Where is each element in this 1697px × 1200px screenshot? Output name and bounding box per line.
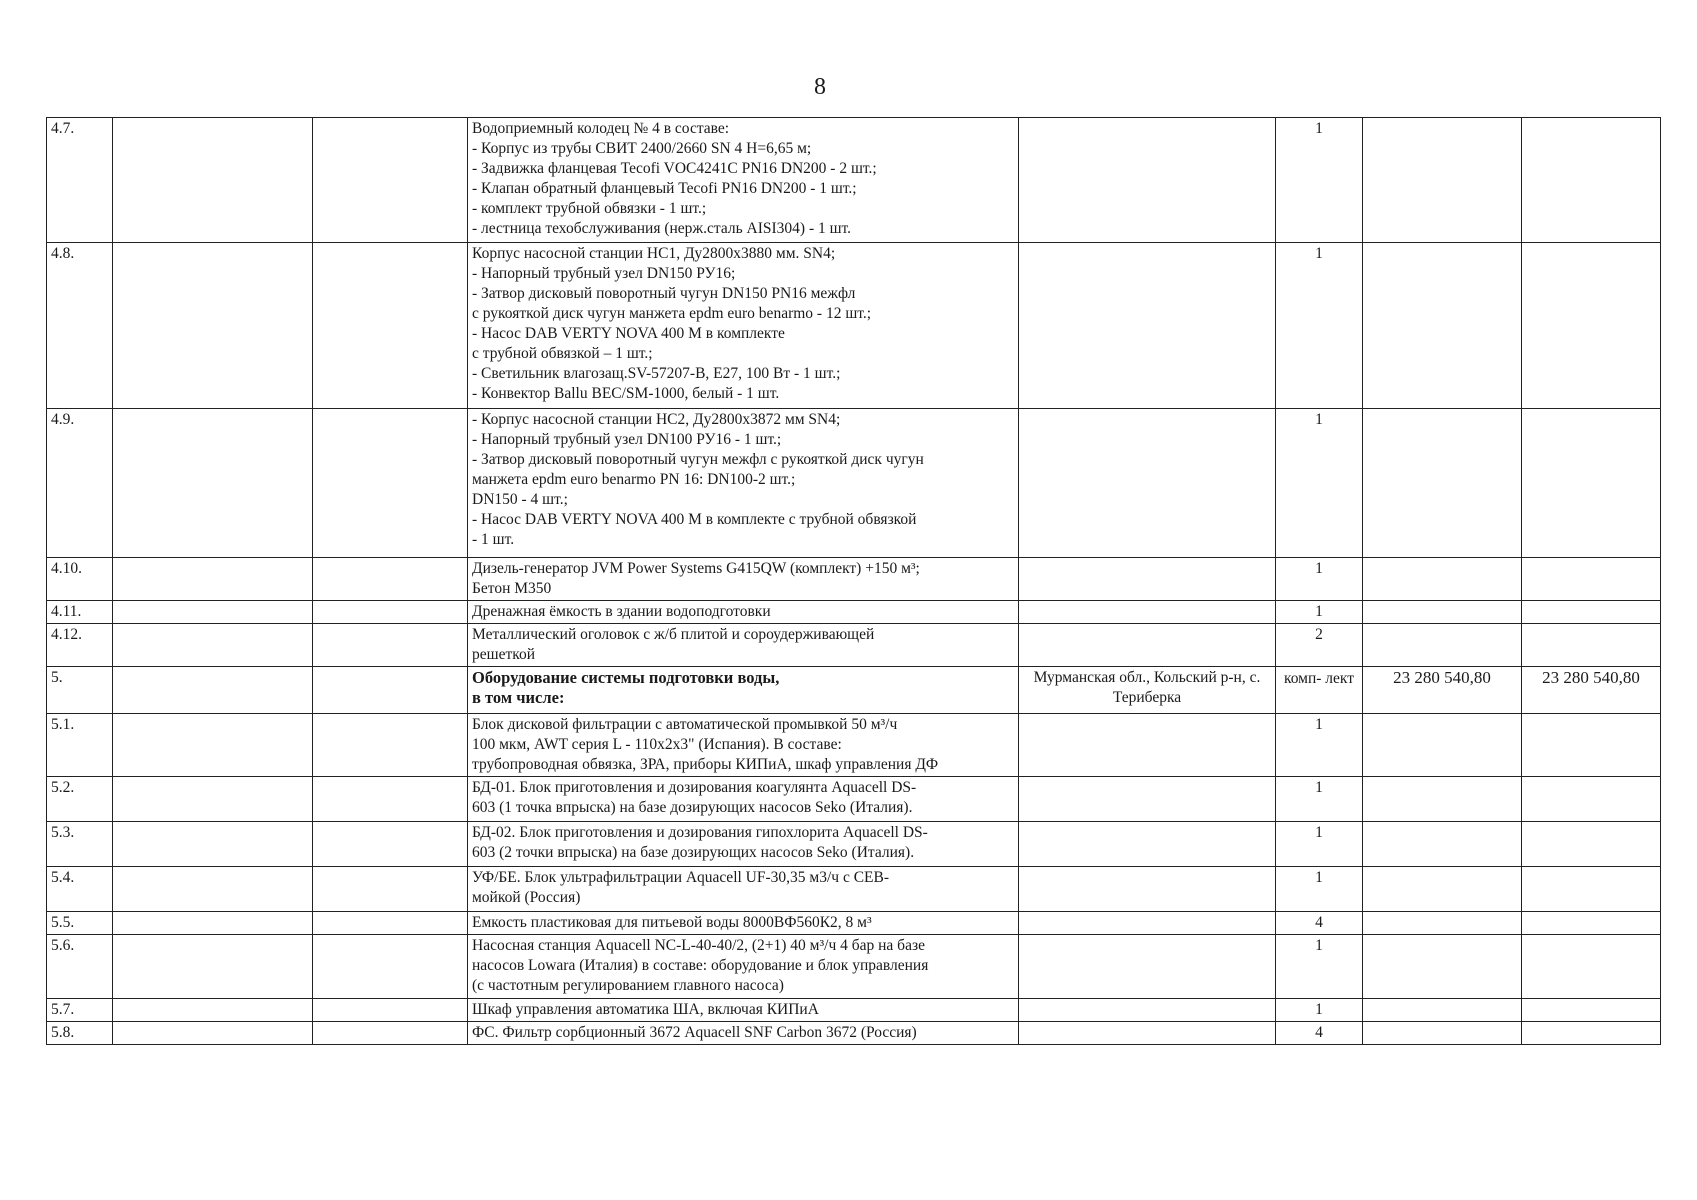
item-quantity: 4	[1276, 912, 1363, 935]
table-row	[47, 912, 1661, 935]
item-location	[1019, 601, 1276, 624]
item-description	[468, 935, 1019, 999]
item-description	[468, 999, 1019, 1022]
empty-cell	[113, 867, 313, 912]
description-line: - Светильник влагозащ.SV-57207-B, E27, 100 Вт - 1 шт.;	[472, 365, 841, 382]
description-line: - Корпус из трубы СВИТ 2400/2660 SN 4 Н=6,65 м;	[472, 140, 812, 157]
description-line: - Затвор дисковый поворотный чугун межфл с рукояткой диск чугун	[472, 451, 924, 468]
empty-cell	[113, 912, 313, 935]
item-quantity: комп- лект	[1276, 667, 1363, 714]
empty-cell	[113, 601, 313, 624]
description-line: Дизель-генератор JVM Power Systems G415QW (комплект) +150 м³;	[472, 560, 920, 577]
description-line: - Клапан обратный фланцевый Tecofi PN16 DN200 - 1 шт.;	[472, 180, 857, 197]
table-row	[47, 243, 1661, 409]
table-row	[47, 867, 1661, 912]
item-price	[1363, 118, 1522, 243]
description-line: ФС. Фильтр сорбционный 3672 Aquacell SNF Carbon 3672 (Россия)	[472, 1024, 917, 1041]
description-line: - Напорный трубный узел DN100 РУ16 - 1 шт.;	[472, 431, 782, 448]
item-total	[1522, 624, 1661, 667]
table-row	[47, 935, 1661, 999]
description-line: - Конвектор Ballu BEC/SM-1000, белый - 1 шт.	[472, 385, 780, 402]
item-number: 5.3.	[47, 822, 113, 867]
description-line: Насосная станция Aquacell NC-L-40-40/2, (2+1) 40 м³/ч 4 бар на базе	[472, 937, 925, 954]
empty-cell	[113, 1022, 313, 1045]
description-line: Бетон М350	[472, 580, 552, 597]
item-number: 4.7.	[47, 118, 113, 243]
empty-cell	[113, 624, 313, 667]
item-description	[468, 558, 1019, 601]
item-location	[1019, 999, 1276, 1022]
item-location	[1019, 935, 1276, 999]
item-price	[1363, 822, 1522, 867]
empty-cell	[313, 558, 468, 601]
item-number: 5.1.	[47, 714, 113, 777]
item-quantity: 1	[1276, 118, 1363, 243]
description-line: 603 (1 точка впрыска) на базе дозирующих насосов Seko (Италия).	[472, 799, 913, 816]
description-line: с трубной обвязкой – 1 шт.;	[472, 345, 653, 362]
description-line: - Насос DAB VERTY NOVA 400 M в комплекте	[472, 325, 785, 342]
item-location: Мурманская обл., Кольский р-н, с. Териберка	[1019, 667, 1276, 714]
description-line: манжета epdm euro benarmo PN 16: DN100-2 шт.;	[472, 471, 796, 488]
item-number: 5.6.	[47, 935, 113, 999]
item-total	[1522, 714, 1661, 777]
item-total	[1522, 999, 1661, 1022]
description-line: с рукояткой диск чугун манжета epdm euro benarmo - 12 шт.;	[472, 305, 872, 322]
item-price	[1363, 243, 1522, 409]
item-quantity: 1	[1276, 935, 1363, 999]
item-price	[1363, 558, 1522, 601]
description-line: БД-01. Блок приготовления и дозирования коагулянта Aquacell DS-	[472, 779, 917, 796]
item-total	[1522, 558, 1661, 601]
description-line: мойкой (Россия)	[472, 889, 581, 906]
item-quantity: 1	[1276, 409, 1363, 558]
description-line: Оборудование системы подготовки воды,	[472, 668, 780, 687]
description-line: Дренажная ёмкость в здании водоподготовки	[472, 603, 771, 620]
item-number: 4.10.	[47, 558, 113, 601]
empty-cell	[113, 409, 313, 558]
description-line: 603 (2 точки впрыска) на базе дозирующих насосов Seko (Италия).	[472, 844, 915, 861]
item-quantity: 1	[1276, 601, 1363, 624]
item-description	[468, 667, 1019, 714]
table-row	[47, 601, 1661, 624]
description-line: - 1 шт.	[472, 531, 515, 548]
description-line: - Корпус насосной станции НС2, Ду2800х3872 мм SN4;	[472, 411, 841, 428]
item-total	[1522, 118, 1661, 243]
description-line: трубопроводная обвязка, ЗРА, приборы КИПиА, шкаф управления ДФ	[472, 756, 939, 773]
item-quantity: 4	[1276, 1022, 1363, 1045]
item-price	[1363, 624, 1522, 667]
item-location	[1019, 243, 1276, 409]
description-line: Водоприемный колодец № 4 в составе:	[472, 120, 730, 137]
description-line: Шкаф управления автоматика ША, включая КИПиА	[472, 1001, 819, 1018]
description-line: - Затвор дисковый поворотный чугун DN150 PN16 межфл	[472, 285, 856, 302]
empty-cell	[313, 1022, 468, 1045]
item-location	[1019, 624, 1276, 667]
item-price	[1363, 912, 1522, 935]
empty-cell	[313, 867, 468, 912]
item-description	[468, 1022, 1019, 1045]
item-total	[1522, 912, 1661, 935]
empty-cell	[113, 777, 313, 822]
item-number: 4.11.	[47, 601, 113, 624]
item-quantity: 1	[1276, 714, 1363, 777]
item-description	[468, 243, 1019, 409]
item-description	[468, 714, 1019, 777]
description-line: в том числе:	[472, 688, 565, 707]
item-number: 4.9.	[47, 409, 113, 558]
empty-cell	[113, 999, 313, 1022]
item-quantity: 1	[1276, 867, 1363, 912]
item-total	[1522, 243, 1661, 409]
item-number: 5.8.	[47, 1022, 113, 1045]
item-total	[1522, 1022, 1661, 1045]
item-number: 5.4.	[47, 867, 113, 912]
item-description	[468, 867, 1019, 912]
empty-cell	[313, 243, 468, 409]
empty-cell	[313, 912, 468, 935]
empty-cell	[313, 118, 468, 243]
description-line: - комплект трубной обвязки - 1 шт.;	[472, 200, 707, 217]
empty-cell	[113, 822, 313, 867]
item-quantity: 1	[1276, 999, 1363, 1022]
item-price	[1363, 1022, 1522, 1045]
empty-cell	[113, 118, 313, 243]
table-row	[47, 667, 1661, 714]
item-number: 5.5.	[47, 912, 113, 935]
description-line: Блок дисковой фильтрации с автоматической промывкой 50 м³/ч	[472, 716, 898, 733]
description-line: - Насос DAB VERTY NOVA 400 M в комплекте с трубной обвязкой	[472, 511, 917, 528]
description-line: DN150 - 4 шт.;	[472, 491, 568, 508]
description-line: - Задвижка фланцевая Tecofi VOC4241C PN16 DN200 - 2 шт.;	[472, 160, 877, 177]
item-number: 4.8.	[47, 243, 113, 409]
item-quantity: 1	[1276, 243, 1363, 409]
table-row	[47, 999, 1661, 1022]
item-price	[1363, 867, 1522, 912]
empty-cell	[113, 243, 313, 409]
item-quantity: 1	[1276, 777, 1363, 822]
item-price	[1363, 601, 1522, 624]
item-description	[468, 624, 1019, 667]
item-location	[1019, 912, 1276, 935]
description-line: насосов Lowara (Италия) в составе: оборудование и блок управления	[472, 957, 929, 974]
description-line: БД-02. Блок приготовления и дозирования гипохлорита Aquacell DS-	[472, 824, 928, 841]
description-line: - лестница техобслуживания (нерж.сталь AISI304) - 1 шт.	[472, 220, 852, 237]
item-location	[1019, 409, 1276, 558]
item-location	[1019, 867, 1276, 912]
table-row	[47, 714, 1661, 777]
empty-cell	[313, 714, 468, 777]
item-description	[468, 822, 1019, 867]
item-total	[1522, 867, 1661, 912]
item-price	[1363, 999, 1522, 1022]
empty-cell	[313, 667, 468, 714]
item-total	[1522, 777, 1661, 822]
empty-cell	[313, 822, 468, 867]
item-description	[468, 777, 1019, 822]
empty-cell	[113, 714, 313, 777]
item-description	[468, 601, 1019, 624]
item-price	[1363, 714, 1522, 777]
table-row	[47, 558, 1661, 601]
description-line: Металлический оголовок с ж/б плитой и сороудерживающей	[472, 626, 875, 643]
table-row	[47, 822, 1661, 867]
item-price	[1363, 935, 1522, 999]
table-row	[47, 624, 1661, 667]
empty-cell	[313, 999, 468, 1022]
item-location	[1019, 558, 1276, 601]
item-description	[468, 118, 1019, 243]
description-line: Корпус насосной станции НС1, Ду2800х3880 мм. SN4;	[472, 245, 836, 262]
item-price	[1363, 409, 1522, 558]
item-location	[1019, 777, 1276, 822]
item-quantity: 2	[1276, 624, 1363, 667]
empty-cell	[313, 777, 468, 822]
item-quantity: 1	[1276, 558, 1363, 601]
empty-cell	[313, 409, 468, 558]
item-location	[1019, 714, 1276, 777]
item-total	[1522, 409, 1661, 558]
item-number: 5.7.	[47, 999, 113, 1022]
item-number: 5.	[47, 667, 113, 714]
description-line: УФ/БЕ. Блок ультрафильтрации Aquacell UF-30,35 м3/ч с CEB-	[472, 869, 890, 886]
item-total	[1522, 822, 1661, 867]
description-line: Емкость пластиковая для питьевой воды 8000ВФ560К2, 8 м³	[472, 914, 872, 931]
item-total	[1522, 935, 1661, 999]
empty-cell	[113, 667, 313, 714]
item-total: 23 280 540,80	[1522, 667, 1661, 714]
table-row	[47, 118, 1661, 243]
item-total	[1522, 601, 1661, 624]
item-location	[1019, 118, 1276, 243]
item-quantity: 1	[1276, 822, 1363, 867]
item-location	[1019, 1022, 1276, 1045]
description-line: решеткой	[472, 646, 536, 663]
item-number: 4.12.	[47, 624, 113, 667]
page-number: 8	[814, 74, 826, 100]
item-number: 5.2.	[47, 777, 113, 822]
item-description	[468, 912, 1019, 935]
specification-table	[46, 117, 1661, 1045]
empty-cell	[313, 624, 468, 667]
item-description	[468, 409, 1019, 558]
description-line: 100 мкм, AWT серия L - 110x2x3" (Испания). В составе:	[472, 736, 842, 753]
empty-cell	[313, 601, 468, 624]
table-row	[47, 1022, 1661, 1045]
item-price: 23 280 540,80	[1363, 667, 1522, 714]
table-row	[47, 409, 1661, 558]
empty-cell	[113, 558, 313, 601]
description-line: - Напорный трубный узел DN150 РУ16;	[472, 265, 736, 282]
item-location	[1019, 822, 1276, 867]
description-line: (с частотным регулированием главного насоса)	[472, 977, 784, 994]
empty-cell	[113, 935, 313, 999]
table-row	[47, 777, 1661, 822]
empty-cell	[313, 935, 468, 999]
item-price	[1363, 777, 1522, 822]
